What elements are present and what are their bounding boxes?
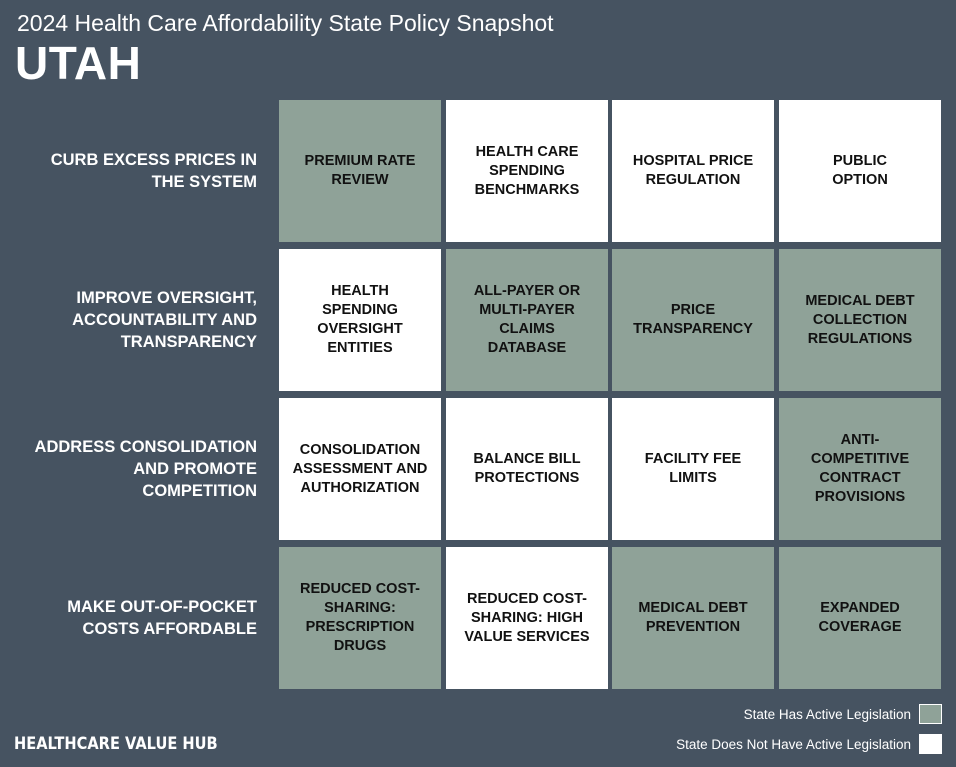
state-title: UTAH xyxy=(15,37,142,89)
policy-cell-label: HEALTH CARE SPENDING BENCHMARKS xyxy=(474,143,580,198)
policy-cell xyxy=(446,398,608,540)
policy-cell xyxy=(446,249,608,391)
policy-cell xyxy=(279,249,441,391)
legend-active-label: State Has Active Legislation xyxy=(743,706,911,722)
row-label-prices xyxy=(0,100,257,242)
policy-cell xyxy=(612,249,774,391)
row-label-text: ADDRESS CONSOLIDATION AND PROMOTE COMPETITION xyxy=(34,438,257,500)
policy-cell-label: MEDICAL DEBT PREVENTION xyxy=(638,600,748,635)
policy-cell xyxy=(446,100,608,242)
row-label-costs xyxy=(0,547,257,689)
policy-cell-label: REDUCED COST-SHARING: HIGH VALUE SERVICES xyxy=(464,590,590,645)
policy-cell xyxy=(446,547,608,689)
legend-active-swatch xyxy=(919,704,942,724)
row-label-oversight xyxy=(0,249,257,391)
policy-cell-label: MEDICAL DEBT COLLECTION REGULATIONS xyxy=(805,292,915,347)
policy-cell-label: PRICE TRANSPARENCY xyxy=(633,302,753,337)
policy-cell xyxy=(612,100,774,242)
policy-cell xyxy=(779,547,941,689)
row-label-text: MAKE OUT-OF-POCKET COSTS AFFORDABLE xyxy=(67,598,257,638)
policy-cell xyxy=(279,547,441,689)
policy-cell xyxy=(779,100,941,242)
policy-cell xyxy=(779,398,941,540)
policy-cell-label: CONSOLIDATION ASSESSMENT AND AUTHORIZATION xyxy=(292,441,428,496)
row-label-text: IMPROVE OVERSIGHT, ACCOUNTABILITY AND TRANSPARENCY xyxy=(72,289,257,351)
policy-cell-label: FACILITY FEE LIMITS xyxy=(644,451,742,486)
brand-logo-text: HEALTHCARE VALUE HUB xyxy=(14,734,218,754)
legend-active xyxy=(744,704,942,724)
policy-cell-label: HOSPITAL PRICE REGULATION xyxy=(632,153,754,188)
policy-cell-label: PUBLIC OPTION xyxy=(832,153,888,188)
policy-cell-label: ANTI-COMPETITIVE CONTRACT PROVISIONS xyxy=(810,432,910,505)
page-subtitle: 2024 Health Care Affordability State Policy Snapshot xyxy=(17,10,554,36)
row-label-competition xyxy=(0,398,257,540)
policy-cell xyxy=(612,398,774,540)
legend-inactive xyxy=(676,734,942,754)
policy-cell-label: EXPANDED COVERAGE xyxy=(818,600,902,635)
policy-cell xyxy=(612,547,774,689)
policy-cell xyxy=(279,398,441,540)
row-label-text: CURB EXCESS PRICES IN THE SYSTEM xyxy=(50,151,257,191)
policy-cell xyxy=(279,100,441,242)
policy-cell-label: BALANCE BILL PROTECTIONS xyxy=(473,451,581,486)
policy-cell-label: ALL-PAYER OR MULTI-PAYER CLAIMS DATABASE xyxy=(473,283,581,356)
legend-inactive-swatch xyxy=(919,734,942,754)
policy-cell-label: PREMIUM RATE REVIEW xyxy=(304,153,416,188)
policy-cell xyxy=(779,249,941,391)
policy-cell-label: HEALTH SPENDING OVERSIGHT ENTITIES xyxy=(317,283,403,356)
legend-inactive-label: State Does Not Have Active Legislation xyxy=(676,736,911,752)
policy-cell-label: REDUCED COST-SHARING: PRESCRIPTION DRUGS xyxy=(299,581,421,654)
